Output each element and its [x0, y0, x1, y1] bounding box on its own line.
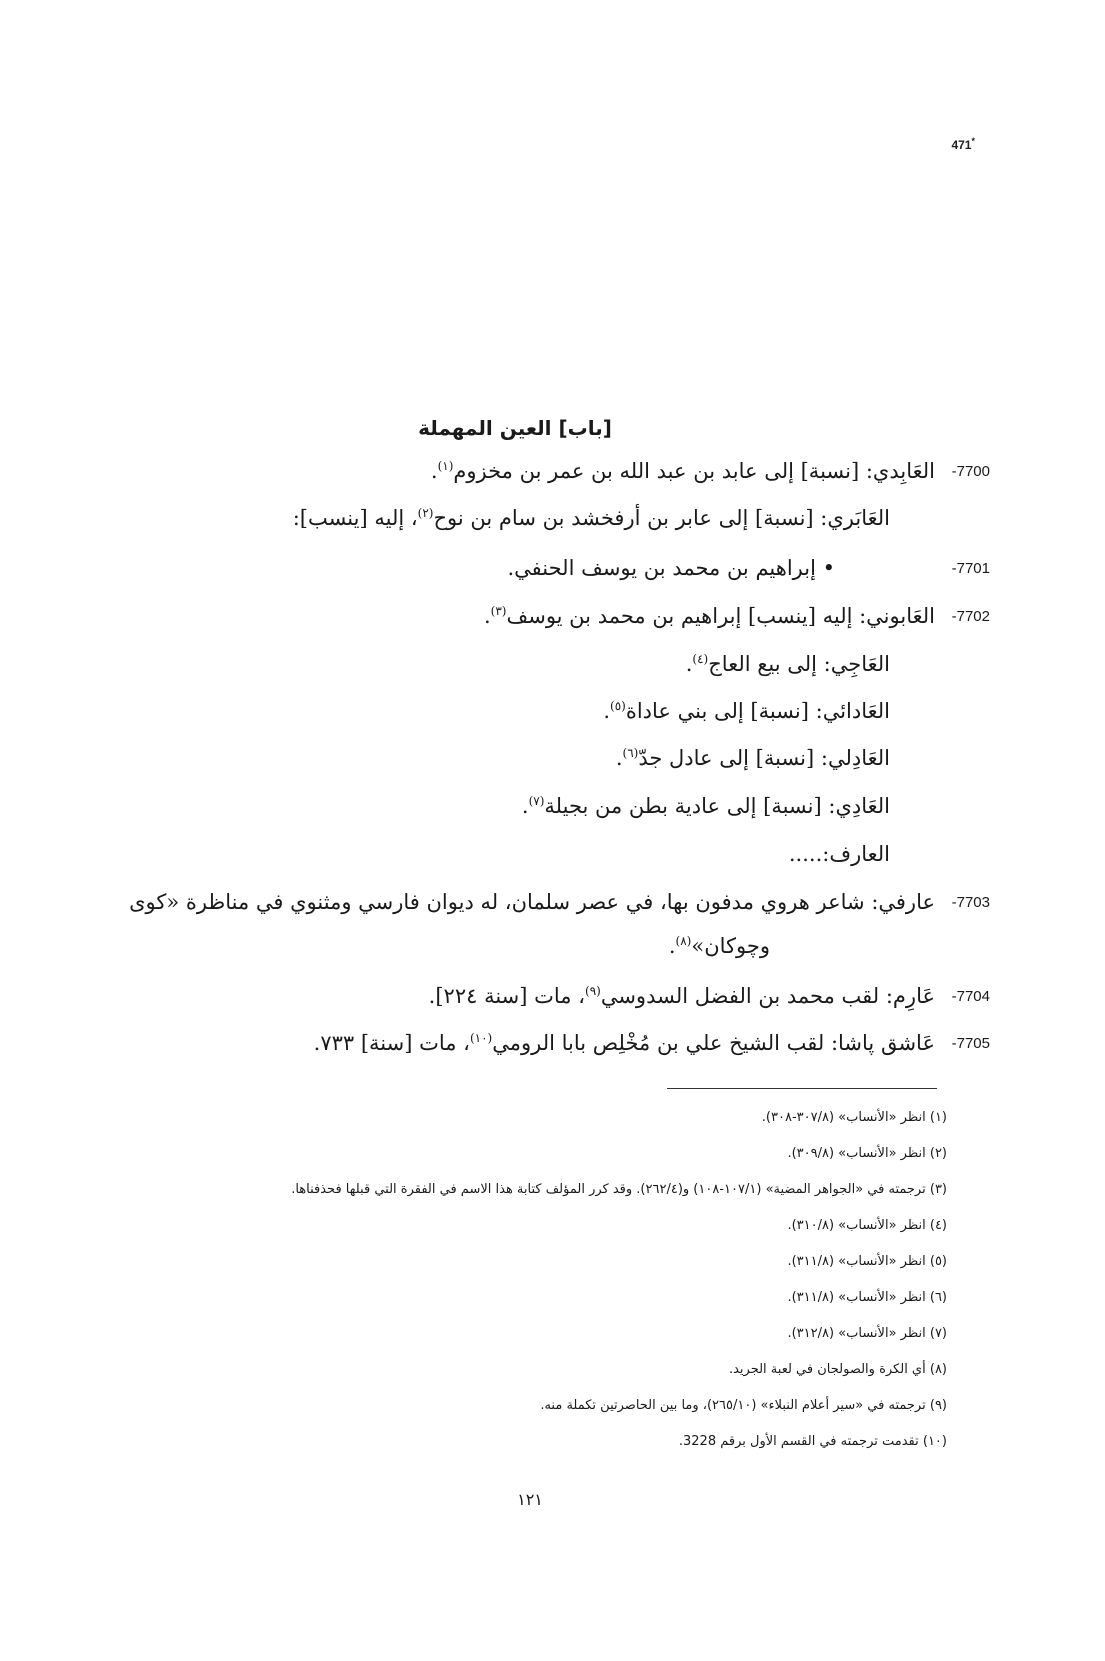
entry-aji	[686, 648, 890, 680]
folio-number	[951, 136, 975, 152]
entry-tail: .	[430, 459, 438, 483]
footnote-ref: (١٠)	[469, 1031, 493, 1045]
entry-7701	[507, 552, 835, 584]
entry-tail: .	[521, 794, 529, 818]
entry-tail: .	[685, 652, 693, 676]
entry-arif	[789, 838, 890, 870]
entry-text: العارف:.....	[788, 842, 890, 866]
footnote-2: (٢) انظر «الأنساب» (٣٠٩/٨).	[787, 1146, 947, 1161]
folio-mark: *	[971, 136, 975, 146]
footnote-ref: (٨)	[675, 934, 692, 948]
entry-tail: .	[603, 699, 610, 723]
entry-tail: .	[615, 746, 623, 770]
footnote-8: (٨) أي الكرة والصولجان في لعبة الجريد.	[728, 1362, 947, 1377]
entry-text: عَارِم: لقب محمد بن الفضل السدوسي	[600, 984, 935, 1008]
entry-number: -7705	[951, 1035, 990, 1052]
footnote-10: (١٠) تقدمت ترجمته في القسم الأول برقم 3228.	[678, 1434, 947, 1449]
entry-tail: ، مات [سنة] ٧٣٣.	[313, 1031, 470, 1055]
entry-number: -7702	[951, 608, 990, 625]
entry-tail: ، إليه [ينسب]:	[292, 506, 418, 530]
entry-tail: .	[668, 934, 676, 958]
footnote-1: (١) انظر «الأنساب» (٣٠٧/٨-٣٠٨).	[761, 1110, 947, 1125]
entry-number: -7700	[951, 463, 990, 480]
footnote-ref: (٥)	[610, 699, 626, 713]
entry-abari	[293, 502, 890, 534]
entry-text: العَابَري: [نسبة] إلى عابر بن أرفخشد بن سام بن نوح	[433, 506, 890, 530]
entry-text: العَادِلي: [نسبة] إلى عادل جدّ	[638, 746, 890, 770]
entry-text: العَادائي: [نسبة] إلى بني عاداة	[625, 699, 890, 723]
footnote-ref: (٣)	[490, 604, 507, 618]
entry-text: عَاشق پاشا: لقب الشيخ علي بن مُخْلِص بابا الرومي	[492, 1031, 935, 1055]
entry-tail: .	[483, 604, 491, 628]
entry-number: -7701	[951, 560, 990, 577]
entry-7700	[431, 455, 935, 487]
entry-text: • إبراهيم بن محمد بن يوسف الحنفي.	[507, 556, 835, 580]
entry-7702	[484, 600, 935, 632]
entry-adi	[522, 790, 890, 822]
entry-text: العَاجِي: إلى بيع العاج	[708, 652, 890, 676]
footnote-ref: (٦)	[622, 746, 639, 760]
footnote-ref: (٧)	[528, 794, 545, 808]
entry-number: -7703	[951, 894, 990, 911]
footnote-ref: (٢)	[417, 506, 434, 520]
section-heading: [باب] العين المهملة	[418, 416, 612, 440]
footnote-4: (٤) انظر «الأنساب» (٣١٠/٨).	[787, 1218, 947, 1233]
entry-text: العَابِدي: [نسبة] إلى عابد بن عبد الله بن عمر بن مخزوم	[453, 459, 935, 483]
footnote-3: (٣) ترجمته في «الجواهر المضية» (١٠٧/١-١٠٨) و(٢٦٢/٤). وقد كرر المؤلف كتابة هذا الاسم في الفقرة التي قبلها فحذفناها.	[291, 1182, 947, 1197]
entry-7705	[314, 1027, 935, 1059]
footnote-7: (٧) انظر «الأنساب» (٣١٢/٨).	[787, 1326, 947, 1341]
entry-adaii	[603, 695, 890, 727]
entry-tail: ، مات [سنة ٢٢٤].	[428, 984, 585, 1008]
footnote-9: (٩) ترجمته في «سير أعلام النبلاء» (٢٦٥/١٠)، وما بين الحاصرتين تكملة منه.	[540, 1398, 947, 1413]
footnote-6: (٦) انظر «الأنساب» (٣١١/٨).	[787, 1290, 947, 1305]
footnote-separator	[667, 1088, 937, 1089]
footnote-ref: (١)	[437, 459, 454, 473]
footnote-ref: (٤)	[692, 652, 709, 666]
entry-adili	[616, 742, 890, 774]
footnote-ref: (٩)	[585, 984, 601, 998]
footnote-5: (٥) انظر «الأنساب» (٣١١/٨).	[787, 1254, 947, 1269]
page-number: ١٢١	[517, 1490, 543, 1509]
entry-7704	[429, 980, 935, 1012]
entry-text: عارفي: شاعر هروي مدفون بها، في عصر سلمان، له ديوان فارسي ومثنوي في مناظرة «كوى	[129, 890, 935, 914]
entry-text: العَابوني: إليه [ينسب] إبراهيم بن محمد بن يوسف	[506, 604, 935, 628]
entry-number: -7704	[951, 988, 990, 1005]
entry-text: العَادِي: [نسبة] إلى عادية بطن من بجيلة	[544, 794, 890, 818]
entry-7703	[129, 886, 935, 918]
folio-value: 471	[951, 138, 972, 152]
entry-text: وچوكان»	[691, 934, 770, 958]
entry-7703-continued	[669, 930, 770, 962]
